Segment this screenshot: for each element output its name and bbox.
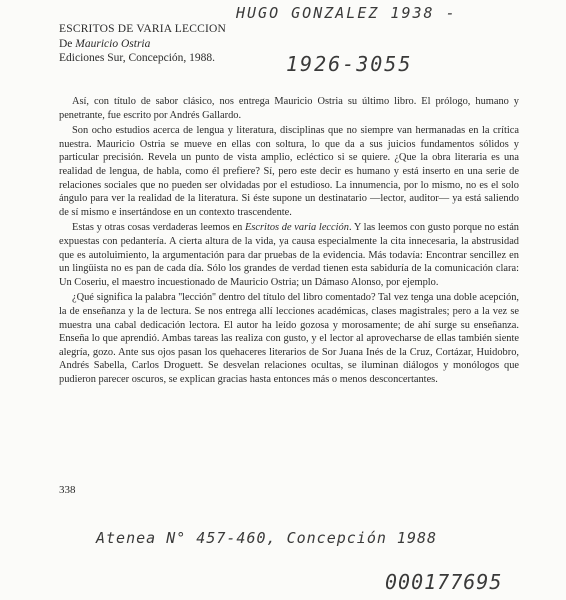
handwritten-archive-code: 000177695	[385, 570, 503, 594]
paragraph-2: Son ocho estudios acerca de lengua y literatura, disciplinas que no siempre van hermanadas en la crítica nuestra. Mauricio Ostria se mueve en ellas con soltura, lo que da a sus juicios fundamentos sólidos y particular precisión. Revela un punto de vista amplio, ecléctico si se quiere. ¿Que la obra literaria es una realidad de lengua, de habla, como él prefiere? Sí, pero este decir es humano y está inserto en una serie de relaciones sociales que no pueden ser olvidadas por el estudioso. La innumencia, por lo mismo, no es el solo ángulo para ver la realidad de la literatura. Si éste supone un destinatario —lector, auditor— ya está saliendo de sí mismo e insertándose en un contexto trascendente.	[59, 125, 519, 218]
book-publisher: Ediciones Sur, Concepción, 1988.	[59, 52, 216, 64]
paragraph-4: ¿Qué significa la palabra ''lección'' dentro del título del libro comentado? Tal vez tenga una doble acepción, la de enseñanza y la de lectura. Se nos entrega allí lecciones académicas, clases magistrales; pero a la vez se muestra una cabal dedicación lectora. El autor ha leído gozosa y morosamente; de ahí surge su enseñanza. Enseña lo que aprendió. Ambas tareas las realiza con gusto, y el lector al aprovecharse de ellas también siente alegría, gozo. Ante sus ojos pasan los quehaceres literarios de Sor Juana Inés de la Cruz, Cortázar, Huidobro, Andrés Sabella, Carlos Droguett. Se desvelan relaciones ocultas, se iluminan diálogos y monólogos que pudieron parecer oscuros, se explican gracias hasta entonces más o menos desconcertantes.	[59, 292, 519, 385]
cited-title: Escritos de varia lección	[245, 222, 349, 234]
paragraph-3-rest: . Y las leemos con gusto porque no están expuestas con pedantería. A cierta altura de la vida, ya causa especialmente la cita innecesaria, la abstrusidad que es autoluimiento, la argumentación para dar pruebas de la evidencia. Más todavía: Encontrar sencillez en un lingüista no es pan de cada día. Sólo los grandes de verdad tienen esta sabiduría de la comunicación clara: Un Coseriu, el maestro incuestionado de Mauricio Ostria; un Dámaso Alonso, por ejemplo.	[59, 222, 519, 288]
paragraph-3-start: Estas y otras cosas verdaderas leemos en	[72, 222, 246, 234]
handwritten-catalog-number: 1926-3055	[286, 52, 413, 76]
book-author: Mauricio Ostria	[75, 37, 151, 50]
paragraph-1: Así, con título de sabor clásico, nos entrega Mauricio Ostria su último libro. El prólogo, humano y penetrante, fue escrito por Andrés Gallardo.	[59, 96, 519, 121]
book-title: ESCRITOS DE VARIA LECCION	[59, 23, 226, 35]
handwritten-source-note: Atenea N° 457-460, Concepción 1988	[96, 529, 438, 547]
paragraph-3	[59, 221, 519, 289]
bibliographic-header	[59, 22, 226, 66]
review-body	[59, 95, 519, 386]
author-prefix: De	[59, 37, 76, 50]
book-author-line	[59, 37, 226, 52]
page-number: 338	[59, 484, 76, 496]
handwritten-author-note: HUGO GONZALEZ 1938 -	[236, 4, 457, 22]
